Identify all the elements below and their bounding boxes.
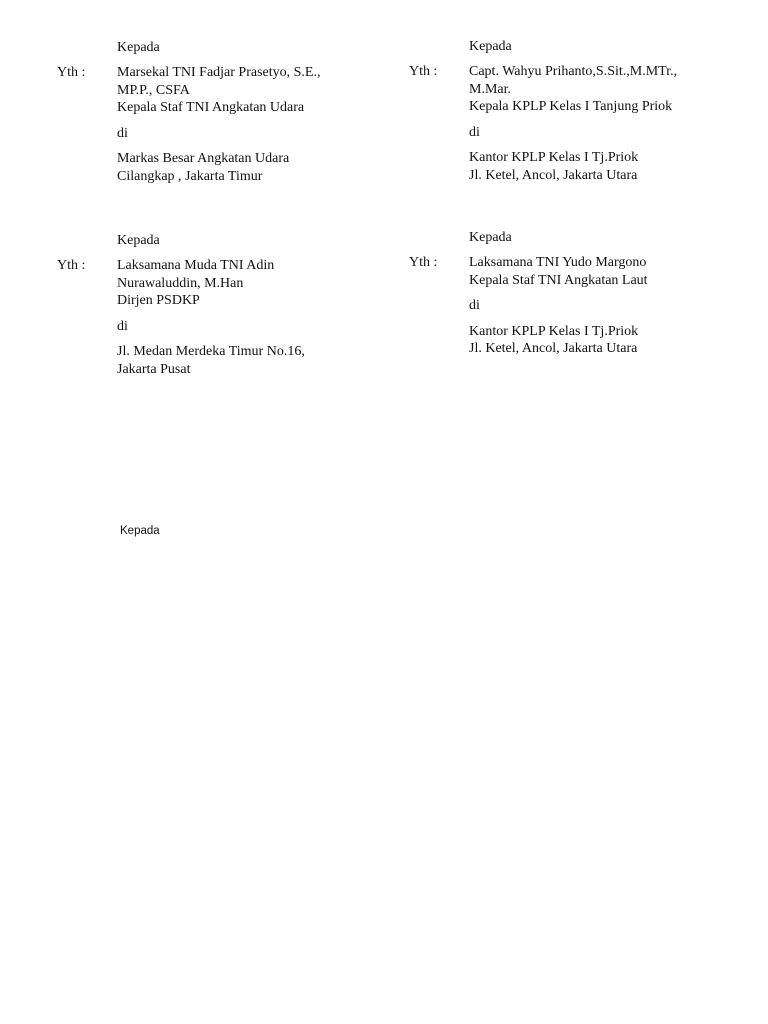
recipient-name-line-2: M.Mar. <box>469 81 511 97</box>
yth-label: Yth : <box>57 258 86 273</box>
recipient-position: Dirjen PSDKP <box>117 293 200 308</box>
address-line-1: Kantor KPLP Kelas I Tj.Priok <box>469 150 639 165</box>
recipient-details <box>117 64 367 185</box>
recipient-name-line-1: Laksamana TNI Yudo Margono <box>469 255 647 270</box>
address-line-2: Jl. Ketel, Ancol, Jakarta Utara <box>469 341 638 356</box>
recipient-position: Kepala KPLP Kelas I Tanjung Priok <box>469 99 673 114</box>
address-line-2: Jl. Ketel, Ancol, Jakarta Utara <box>469 167 638 183</box>
recipient-details <box>117 257 367 378</box>
address-line-1: Jl. Medan Merdeka Timur No.16, <box>117 344 305 359</box>
di-label: di <box>469 298 480 313</box>
footer-kepada-label: Kepada <box>120 525 160 537</box>
kepada-label: Kepada <box>117 233 160 248</box>
recipient-position: Kepala Staf TNI Angkatan Udara <box>117 100 305 115</box>
yth-label: Yth : <box>57 65 86 80</box>
address-line-2: Jakarta Pusat <box>117 361 191 377</box>
recipient-name-line-2: Nurawaluddin, M.Han <box>117 275 244 291</box>
recipient-name-line-1: Laksamana Muda TNI Adin <box>117 258 275 273</box>
recipient-name-line-2: MP.P., CSFA <box>117 82 190 98</box>
address-line-1: Kantor KPLP Kelas I Tj.Priok <box>469 323 639 339</box>
di-label: di <box>117 318 128 334</box>
recipient-position: Kepala Staf TNI Angkatan Laut <box>469 272 648 288</box>
kepada-label: Kepada <box>469 39 512 54</box>
recipient-name-line-1: Capt. Wahyu Prihanto,S.Sit.,M.MTr., <box>469 64 678 79</box>
di-label: di <box>117 125 128 141</box>
yth-label: Yth : <box>409 64 438 79</box>
recipient-details <box>469 254 719 358</box>
recipient-details <box>469 63 719 184</box>
address-line-1: Markas Besar Angkatan Udara <box>117 151 290 166</box>
recipient-name-line-1: Marsekal TNI Fadjar Prasetyo, S.E., <box>117 65 321 80</box>
di-label: di <box>469 124 480 140</box>
address-line-2: Cilangkap , Jakarta Timur <box>117 168 263 184</box>
yth-label: Yth : <box>409 255 438 270</box>
kepada-label: Kepada <box>469 230 512 245</box>
kepada-label: Kepada <box>117 40 160 55</box>
